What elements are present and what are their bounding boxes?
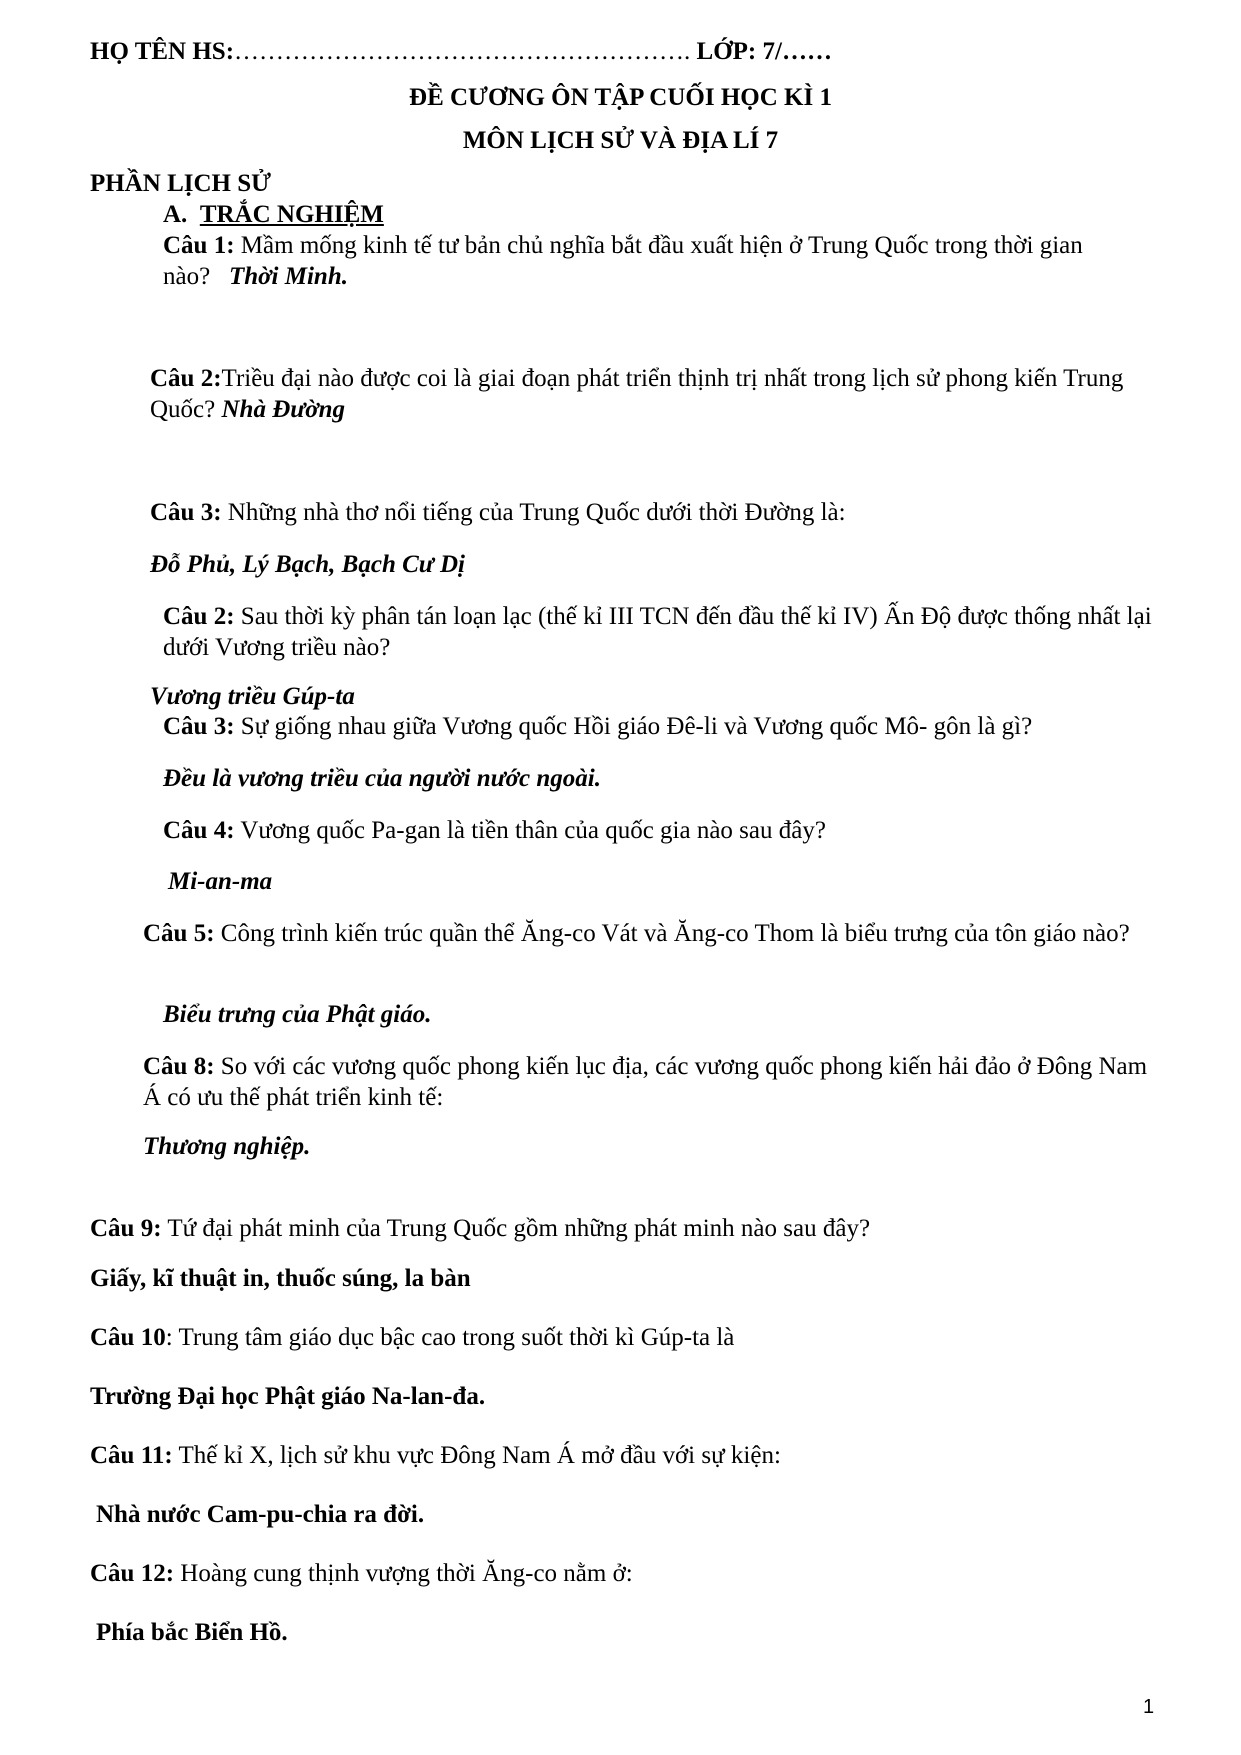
answer-4: Vương triều Gúp-ta: [150, 683, 355, 710]
answer-12: Phía bắc Biển Hồ.: [96, 1619, 288, 1646]
question-label: Câu 12:: [90, 1560, 175, 1587]
document-title: ĐỀ CƯƠNG ÔN TẬP CUỐI HỌC KÌ 1: [409, 84, 832, 111]
question-text: Những nhà thơ nổi tiếng của Trung Quốc dưới thời Đường là:: [221, 499, 846, 526]
question-label: Câu 3:: [150, 499, 222, 526]
question-9: [90, 1213, 870, 1244]
question-4: [163, 601, 1163, 663]
question-text: Sau thời kỳ phân tán loạn lạc (thế kỉ III TCN đến đầu thế kỉ IV) Ấn Độ được thống nhất lại dưới Vương triều nào?: [163, 603, 1152, 661]
question-text: Triều đại nào được coi là giai đoạn phát triển thịnh trị nhất trong lịch sử phong kiến Trung Quốc?: [150, 365, 1124, 423]
question-5: [163, 711, 1032, 742]
part-heading: PHẦN LỊCH SỬ: [90, 170, 272, 197]
question-text: Vương quốc Pa-gan là tiền thân của quốc gia nào sau đây?: [234, 817, 826, 844]
class-label: LỚP: 7/……: [696, 38, 832, 65]
subsection-letter: A.: [163, 201, 188, 228]
question-label: Câu 5:: [143, 920, 215, 947]
question-label: Câu 1:: [163, 232, 235, 259]
question-label: Câu 3:: [163, 713, 235, 740]
answer-10: Trường Đại học Phật giáo Na-lan-đa.: [90, 1383, 486, 1410]
question-text: So với các vương quốc phong kiến lục địa, các vương quốc phong kiến hải đảo ở Đông Nam Á có ưu thế phát triển kinh tế:: [143, 1053, 1148, 1111]
question-label: Câu 2:: [163, 603, 235, 630]
question-3: [150, 497, 846, 528]
question-text: Thế kỉ X, lịch sử khu vực Đông Nam Á mở đầu với sự kiện:: [172, 1442, 781, 1469]
question-label: Câu 10: [90, 1324, 166, 1351]
answer-text: Thời Minh.: [228, 263, 348, 290]
question-10: [90, 1322, 734, 1353]
question-text: Công trình kiến trúc quần thể Ăng-co Vát và Ăng-co Thom là biểu trưng của tôn giáo nào?: [214, 920, 1130, 947]
answer-3: Đỗ Phủ, Lý Bạch, Bạch Cư Dị: [150, 551, 466, 578]
subsection-heading: [163, 199, 384, 230]
subsection-title: TRẮC NGHIỆM: [199, 201, 384, 228]
answer-9: Giấy, kĩ thuật in, thuốc súng, la bàn: [90, 1265, 471, 1292]
question-text: : Trung tâm giáo dục bậc cao trong suốt thời kì Gúp-ta là: [165, 1324, 735, 1351]
question-12: [90, 1558, 633, 1589]
question-text: Hoàng cung thịnh vượng thời Ăng-co nằm ở:: [174, 1560, 633, 1587]
question-label: Câu 8:: [143, 1053, 215, 1080]
question-label: Câu 11:: [90, 1442, 173, 1469]
question-label: Câu 4:: [163, 817, 235, 844]
document-subtitle: MÔN LỊCH SỬ VÀ ĐỊA LÍ 7: [462, 127, 779, 154]
question-1: [163, 230, 1163, 292]
question-text: Mầm mống kinh tế tư bản chủ nghĩa bắt đầu xuất hiện ở Trung Quốc trong thời gian nào?: [163, 232, 1083, 290]
page-number: 1: [1143, 1696, 1155, 1718]
question-text: Tứ đại phát minh của Trung Quốc gồm những phát minh nào sau đây?: [161, 1215, 871, 1242]
question-text: Sự giống nhau giữa Vương quốc Hồi giáo Đê-li và Vương quốc Mô- gôn là gì?: [234, 713, 1033, 740]
student-info-line: [90, 36, 832, 67]
question-7: [143, 918, 1163, 949]
question-2: [150, 363, 1162, 425]
answer-6: Mi-an-ma: [168, 868, 273, 895]
answer-text: Nhà Đường: [221, 396, 346, 423]
question-11: [90, 1440, 781, 1471]
answer-7: Biểu trưng của Phật giáo.: [163, 1001, 432, 1028]
answer-8: Thương nghiệp.: [143, 1133, 311, 1160]
answer-11: Nhà nước Cam-pu-chia ra đời.: [96, 1501, 425, 1528]
question-6: [163, 815, 826, 846]
student-name-label: HỌ TÊN HS:: [90, 38, 235, 65]
question-8: [143, 1051, 1163, 1113]
question-label: Câu 9:: [90, 1215, 162, 1242]
answer-5: Đều là vương triều của người nước ngoài.: [163, 765, 602, 792]
student-name-blank: ……………………………………………….: [234, 38, 691, 65]
question-label: Câu 2:: [150, 365, 222, 392]
